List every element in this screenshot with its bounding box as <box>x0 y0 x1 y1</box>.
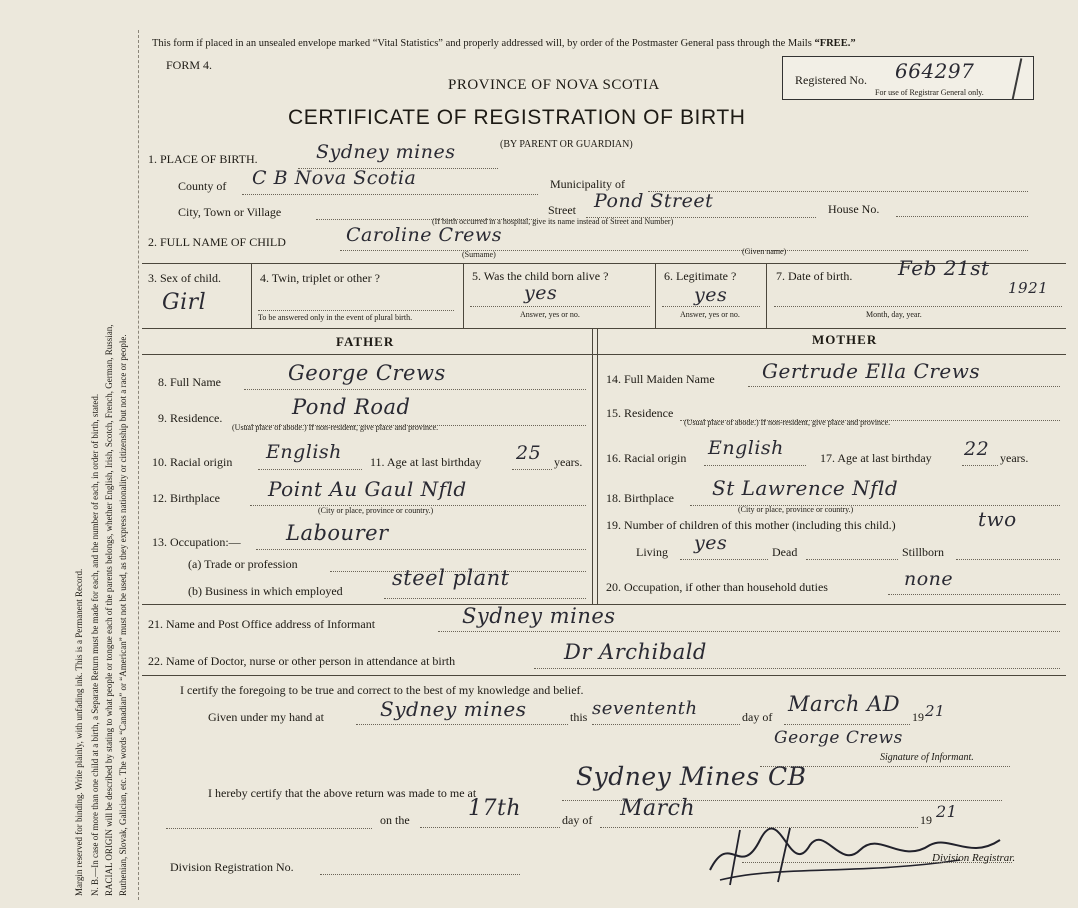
father-age-label: 11. Age at last birthday <box>370 455 482 469</box>
twin-note: To be answered only in the event of plural birth. <box>258 313 413 322</box>
page-subtitle: (BY PARENT OR GUARDIAN) <box>500 139 633 150</box>
hospital-note: (If birth occurred in a hospital, give its name instead of Street and Number) <box>432 217 674 226</box>
house-number-line <box>896 216 1028 217</box>
given-year-value: 21 <box>925 702 946 720</box>
given-under-hand-label: Given under my hand at <box>208 710 324 724</box>
born-alive-note: Answer, yes or no. <box>520 310 580 319</box>
city-label: City, Town or Village <box>178 205 282 219</box>
margin-note-plural-birth: N. B.—In case of more than one child at a birth, a Separate Return must be made for each, and the number of each, in order of birth, stated. <box>90 393 100 896</box>
living-label: Living <box>636 545 668 559</box>
division-registrar-signature <box>700 810 1030 890</box>
twin-label: 4. Twin, triplet or other ? <box>260 271 380 285</box>
row3-divider-2 <box>463 263 464 328</box>
items-bottom-border <box>142 675 1066 676</box>
registered-label: Registered No. <box>795 73 867 87</box>
mother-birthplace-label: 18. Birthplace <box>606 491 674 505</box>
date-of-birth-label: 7. Date of birth. <box>776 269 853 283</box>
given-name-note: (Given name) <box>742 247 787 256</box>
father-birthplace-value: Point Au Gaul Nfld <box>268 477 467 501</box>
street-value: Pond Street <box>594 190 714 212</box>
house-number-label: House No. <box>828 202 880 216</box>
father-residence-note: (Usual place of abode.) If non-resident, give place and province. <box>232 423 439 432</box>
father-business-line <box>384 598 586 599</box>
father-age-value: 25 <box>516 442 542 464</box>
born-alive-line <box>470 306 650 307</box>
registrar-statement: I hereby certify that the above return was made to me at <box>208 786 477 800</box>
father-age-line <box>512 469 552 470</box>
mailing-notice <box>152 38 856 49</box>
mother-age-value: 22 <box>964 438 990 460</box>
mother-age-label: 17. Age at last birthday <box>820 451 932 465</box>
father-name-value: George Crews <box>288 361 446 385</box>
street-label: Street <box>548 203 576 217</box>
mother-racial-line <box>704 465 806 466</box>
place-of-birth-value: Sydney mines <box>316 141 456 163</box>
mother-occupation-label: 20. Occupation, if other than household duties <box>606 580 828 594</box>
mother-name-label: 14. Full Maiden Name <box>606 372 715 386</box>
given-year-prefix: 19 <box>912 710 924 724</box>
given-month-line <box>784 724 910 725</box>
child-name-value: Caroline Crews <box>346 224 502 246</box>
dead-line <box>806 559 898 560</box>
province-heading: PROVINCE OF NOVA SCOTIA <box>448 77 660 93</box>
father-occupation-value: Labourer <box>286 521 389 545</box>
row3-divider-3 <box>655 263 656 328</box>
division-registration-label: Division Registration No. <box>170 860 294 874</box>
mailing-notice-text: This form if placed in an unsealed envelope marked “Vital Statistics” and properly addressed will, by order of the Postmaster General pass through the Mails <box>152 38 812 49</box>
father-racial-value: English <box>266 441 342 463</box>
given-day-line <box>592 724 740 725</box>
born-alive-label: 5. Was the child born alive ? <box>472 269 609 283</box>
father-occupation-label: 13. Occupation:— <box>152 535 241 549</box>
informant-value: Sydney mines <box>462 604 616 628</box>
registrar-day-value: 17th <box>468 796 522 821</box>
division-registration-line <box>320 874 520 875</box>
legitimate-value: yes <box>694 284 728 306</box>
registrar-day-line <box>420 827 560 828</box>
registrar-month-value: March <box>620 796 696 821</box>
division-registrar-label: Division Registrar. <box>932 852 1016 864</box>
form-number: FORM 4. <box>166 58 213 72</box>
parents-divider-left <box>592 328 593 604</box>
mother-birthplace-note: (City or place, province or country.) <box>738 505 854 514</box>
sex-label: 3. Sex of child. <box>148 271 221 285</box>
margin-note-binding: Margin reserved for binding. Write plainly, with unfading ink. This is a Permanent Record. <box>74 568 84 896</box>
margin-note-racial-origin: RACIAL ORIGIN will be described by stating to what people or tongue each of the parents belongs, whether English, Irish, Scotch, French, German, Russian, <box>104 324 114 896</box>
father-residence-label: 9. Residence. <box>158 411 223 425</box>
mother-years-label: years. <box>1000 451 1029 465</box>
place-of-birth-label: 1. PLACE OF BIRTH. <box>148 152 258 166</box>
father-name-label: 8. Full Name <box>158 375 221 389</box>
mother-children-value: two <box>978 507 1017 531</box>
given-this-label: this <box>570 710 588 724</box>
dead-label: Dead <box>772 545 798 559</box>
parents-header-border <box>142 354 1066 355</box>
father-trade-label: (a) Trade or profession <box>188 557 298 571</box>
informant-label: 21. Name and Post Office address of Informant <box>148 617 376 631</box>
child-name-label: 2. FULL NAME OF CHILD <box>148 235 286 249</box>
date-of-birth-line <box>774 306 1062 307</box>
registered-note: For use of Registrar General only. <box>875 88 984 97</box>
father-years-label: years. <box>554 455 583 469</box>
row3-bottom-border <box>142 328 1066 329</box>
informant-signature-note: Signature of Informant. <box>880 752 974 763</box>
living-value: yes <box>694 532 728 554</box>
given-day-value: sevententh <box>592 698 698 719</box>
mother-heading: MOTHER <box>812 332 878 347</box>
registrar-place-value: Sydney Mines CB <box>576 762 807 791</box>
given-place-value: Sydney mines <box>380 697 527 721</box>
father-birthplace-note: (City or place, province or country.) <box>318 506 434 515</box>
registrar-year-prefix: 19 <box>920 813 932 827</box>
doctor-label: 22. Name of Doctor, nurse or other person in attendance at birth <box>148 654 456 668</box>
father-birthplace-label: 12. Birthplace <box>152 491 220 505</box>
mother-occupation-value: none <box>904 568 954 590</box>
sex-value: Girl <box>162 290 207 315</box>
mother-birthplace-value: St Lawrence Nfld <box>712 476 899 500</box>
mother-racial-value: English <box>708 437 784 459</box>
certify-statement: I certify the foregoing to be true and correct to the best of my knowledge and belief. <box>180 683 584 697</box>
surname-note: (Surname) <box>462 250 496 259</box>
legitimate-note: Answer, yes or no. <box>680 310 740 319</box>
binding-margin-line <box>138 30 139 900</box>
mother-children-label: 19. Number of children of this mother (including this child.) <box>606 518 896 532</box>
registrar-blank-line <box>166 828 372 829</box>
father-residence-value: Pond Road <box>292 395 411 419</box>
day-of-label-2: day of <box>562 813 593 827</box>
row3-divider-4 <box>766 263 767 328</box>
legitimate-line <box>662 306 760 307</box>
father-name-line <box>244 389 586 390</box>
margin-note-racial-origin-2: Ruthenian, Slovak, Galician, etc. The words “Canadian” or “American” must not be used, as they express nationality or citizenship but not a race or people. <box>118 334 128 896</box>
doctor-line <box>534 668 1060 669</box>
mother-residence-label: 15. Residence <box>606 406 674 420</box>
stillborn-line <box>956 559 1060 560</box>
child-name-line <box>340 250 1028 251</box>
birth-year-value: 1921 <box>1008 279 1049 297</box>
father-heading: FATHER <box>336 334 395 349</box>
given-month-value: March AD <box>788 692 901 716</box>
legitimate-label: 6. Legitimate ? <box>664 269 737 283</box>
mother-name-line <box>748 386 1060 387</box>
county-label: County of <box>178 179 227 193</box>
on-the-label: on the <box>380 813 410 827</box>
informant-signature: George Crews <box>774 728 903 748</box>
date-of-birth-value: Feb 21st <box>898 256 990 280</box>
father-racial-line <box>258 469 362 470</box>
twin-line <box>258 310 454 311</box>
living-line <box>680 559 768 560</box>
informant-line <box>438 631 1060 632</box>
page-title: CERTIFICATE OF REGISTRATION OF BIRTH <box>288 106 746 129</box>
mother-name-value: Gertrude Ella Crews <box>762 359 981 383</box>
stillborn-label: Stillborn <box>902 545 945 559</box>
municipality-label: Municipality of <box>550 177 625 191</box>
doctor-value: Dr Archibald <box>564 640 707 664</box>
parents-divider-right <box>597 328 598 604</box>
mother-racial-label: 16. Racial origin <box>606 451 687 465</box>
mother-residence-note: (Usual place of abode.) If non-resident, give place and province. <box>684 418 891 427</box>
father-racial-label: 10. Racial origin <box>152 455 233 469</box>
given-day-of-label: day of <box>742 710 773 724</box>
row3-divider-1 <box>251 263 252 328</box>
registrar-year-value: 21 <box>936 802 958 821</box>
mailing-notice-free: “FREE.” <box>814 38 856 49</box>
mother-age-line <box>962 465 998 466</box>
county-value: C B Nova Scotia <box>252 167 417 189</box>
given-place-line <box>356 724 568 725</box>
county-line <box>242 194 538 195</box>
father-business-value: steel plant <box>392 566 510 590</box>
born-alive-value: yes <box>524 282 558 304</box>
father-occupation-line <box>256 549 586 550</box>
mother-occupation-line <box>888 594 1060 595</box>
date-of-birth-note: Month, day, year. <box>866 310 922 319</box>
father-business-label: (b) Business in which employed <box>188 584 343 598</box>
registered-number: 664297 <box>895 59 975 83</box>
registration-number-box <box>782 56 1034 100</box>
